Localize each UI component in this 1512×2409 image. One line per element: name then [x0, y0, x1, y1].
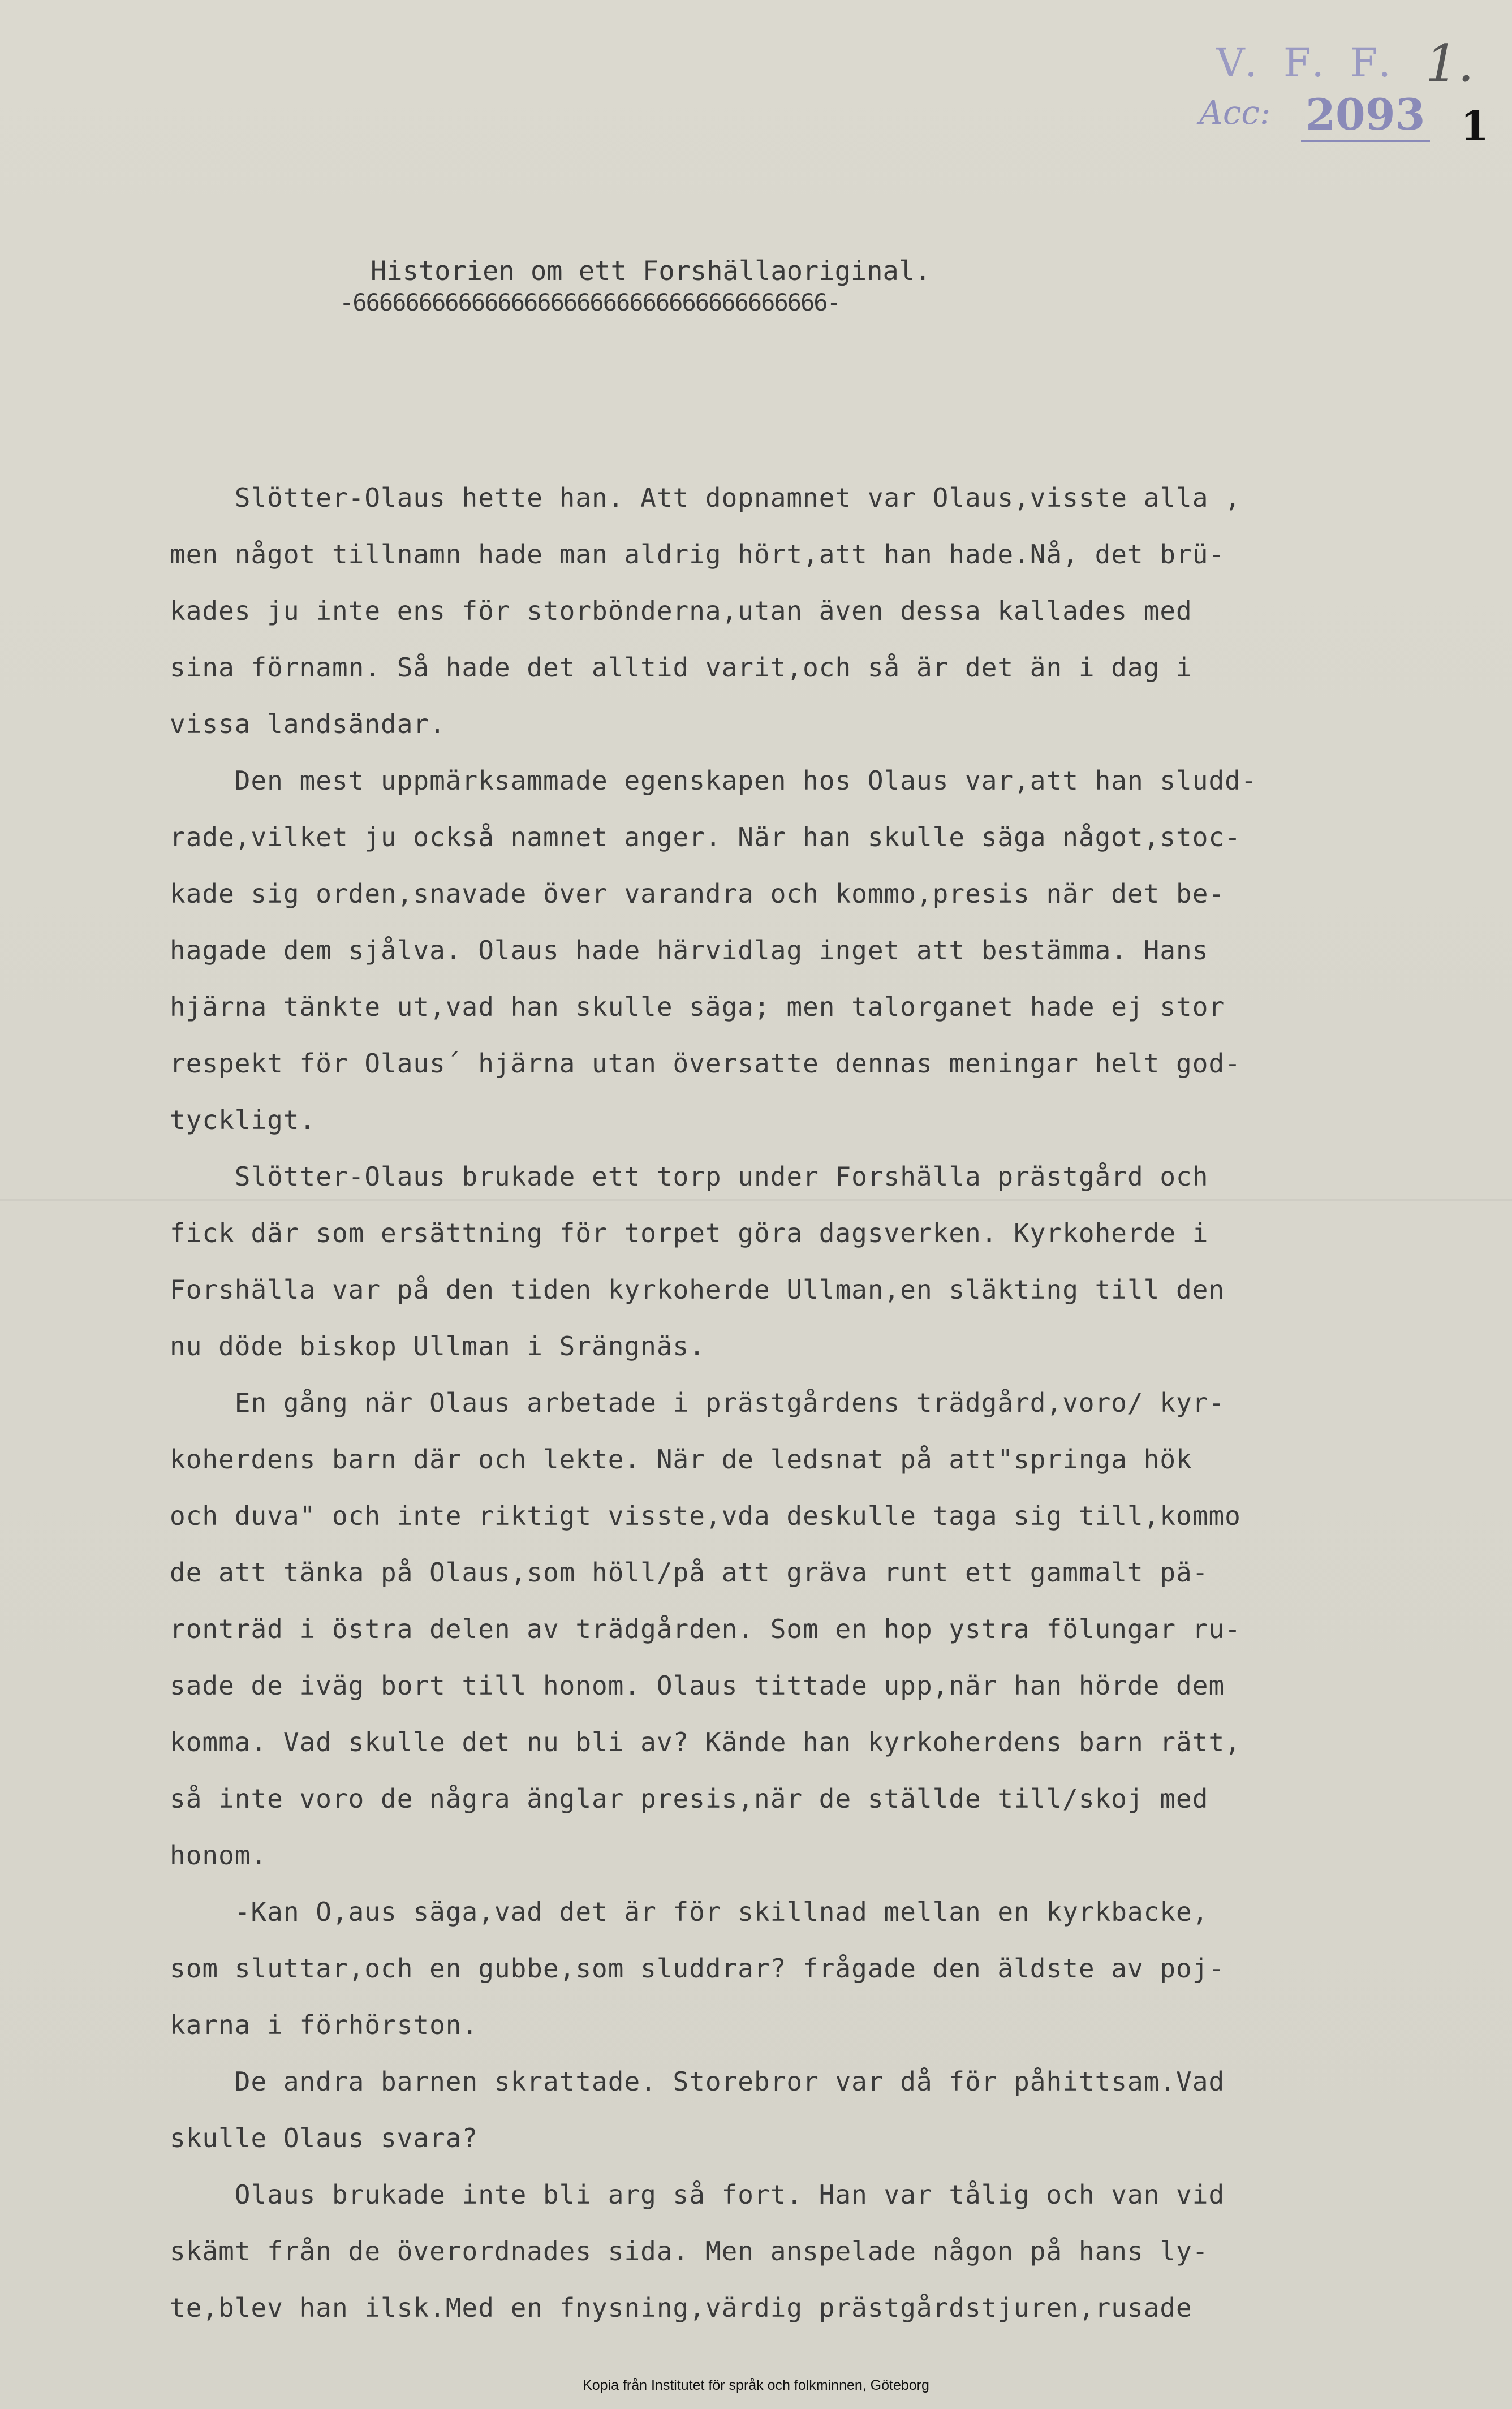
- stamp-acc-number: 2093: [1301, 89, 1430, 142]
- text-line: som sluttar,och en gubbe,som sluddrar? frågade den äldste av poj-: [170, 1953, 1225, 1984]
- title-underline: -666666666666666666666666666666666666-: [339, 288, 840, 316]
- text-line: Olaus brukade inte bli arg så fort. Han var tålig och van vid: [170, 2179, 1225, 2210]
- text-line: honom.: [170, 1840, 268, 1871]
- text-line: skämt från de överordnades sida. Men anspelade någon på hans ly-: [170, 2236, 1209, 2266]
- text-line: kades ju inte ens för storbönderna,utan även dessa kallades med: [170, 596, 1192, 626]
- text-line: -Kan O,aus säga,vad det är för skillnad mellan en kyrkbacke,: [170, 1897, 1209, 1927]
- text-line: sina förnamn. Så hade det alltid varit,och så är det än i dag i: [170, 652, 1192, 683]
- text-line: En gång när Olaus arbetade i prästgårdens trädgård,voro/ kyr-: [170, 1387, 1225, 1418]
- text-line: hjärna tänkte ut,vad han skulle säga; men talorganet hade ej stor: [170, 992, 1225, 1022]
- document-body: [170, 469, 1335, 2336]
- text-line: Slötter-Olaus hette han. Att dopnamnet var Olaus,visste alla ,: [170, 482, 1241, 513]
- text-line: kade sig orden,snavade över varandra och kommo,presis när det be-: [170, 878, 1225, 909]
- text-line: Slötter-Olaus brukade ett torp under Forshälla prästgård och: [170, 1161, 1209, 1192]
- text-line: de att tänka på Olaus,som höll/på att gräva runt ett gammalt pä-: [170, 1557, 1209, 1588]
- text-line: rade,vilket ju också namnet anger. När han skulle säga något,stoc-: [170, 822, 1241, 852]
- archive-footer: Kopia från Institutet för språk och folkminnen, Göteborg: [583, 2377, 929, 2393]
- text-line: karna i förhörston.: [170, 2010, 479, 2040]
- text-line: te,blev han ilsk.Med en fnysning,värdig prästgårdstjuren,rusade: [170, 2292, 1192, 2323]
- text-line: respekt för Olaus´ hjärna utan översatte dennas meningar helt god-: [170, 1048, 1241, 1079]
- archive-stamp: [1199, 40, 1425, 164]
- text-line: och duva" och inte riktigt visste,vda deskulle taga sig till,kommo: [170, 1501, 1241, 1531]
- text-line: så inte voro de några änglar presis,när de ställde till/skoj med: [170, 1783, 1209, 1814]
- text-line: Den mest uppmärksammade egenskapen hos Olaus var,att han sludd-: [170, 765, 1257, 796]
- text-line: ronträd i östra delen av trädgården. Som en hop ystra fölungar ru-: [170, 1614, 1241, 1644]
- text-line: tyckligt.: [170, 1105, 316, 1135]
- text-line: koherdens barn där och lekte. När de ledsnat på att"springa hök: [170, 1444, 1192, 1475]
- text-line: nu döde biskop Ullman i Srängnäs.: [170, 1331, 705, 1361]
- text-line: fick där som ersättning för torpet göra dagsverken. Kyrkoherde i: [170, 1218, 1209, 1248]
- text-line: sade de iväg bort till honom. Olaus tittade upp,när han hörde dem: [170, 1670, 1225, 1701]
- pencil-page-mark: 1.: [1425, 34, 1474, 93]
- text-line: skulle Olaus svara?: [170, 2123, 479, 2153]
- document-title: Historien om ett Forshällaoriginal.: [371, 256, 931, 287]
- text-line: Forshälla var på den tiden kyrkoherde Ullman,en släkting till den: [170, 1274, 1225, 1305]
- text-line: vissa landsändar.: [170, 709, 446, 739]
- text-line: komma. Vad skulle det nu bli av? Kände han kyrkoherdens barn rätt,: [170, 1727, 1241, 1757]
- text-line: men något tillnamn hade man aldrig hört,att han hade.Nå, det brü-: [170, 539, 1225, 570]
- text-line: De andra barnen skrattade. Storebror var då för påhittsam.Vad: [170, 2066, 1225, 2097]
- page-number: 1: [1461, 102, 1489, 150]
- stamp-acc-label: Acc:: [1199, 93, 1271, 132]
- text-line: hagade dem sjålva. Olaus hade härvidlag inget att bestämma. Hans: [170, 935, 1209, 966]
- stamp-vff-text: V. F. F.: [1216, 40, 1398, 86]
